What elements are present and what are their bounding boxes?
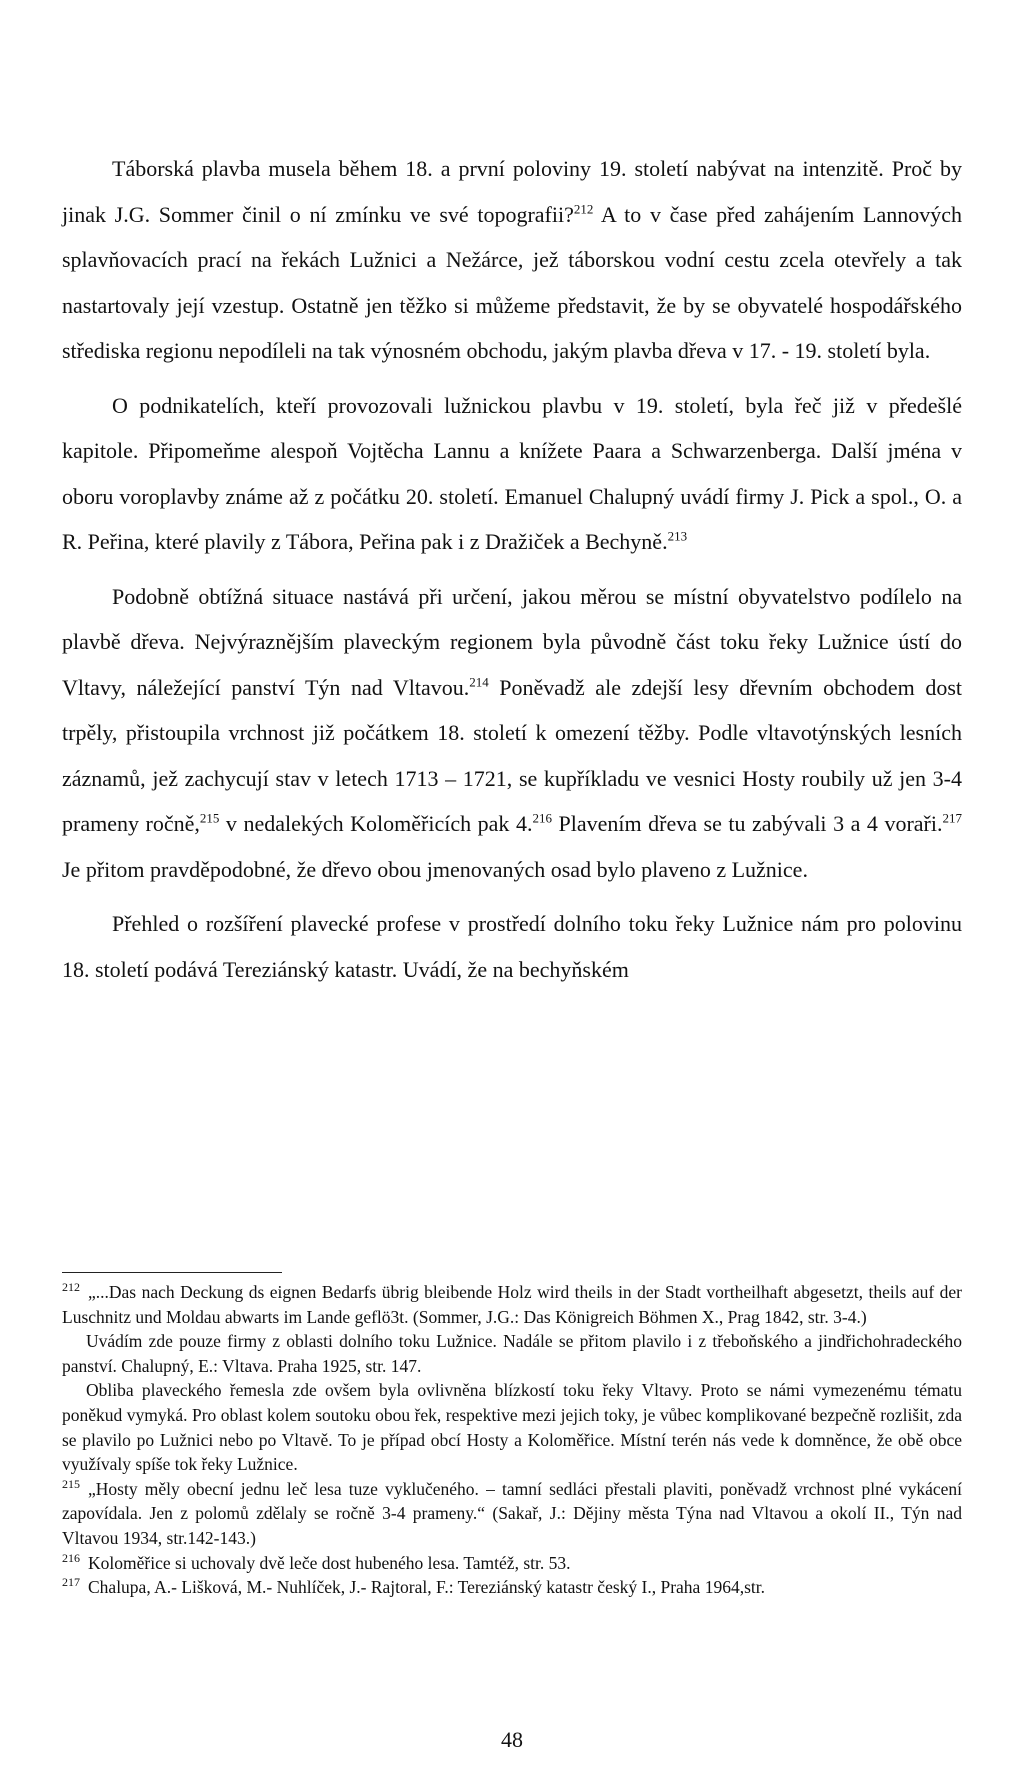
paragraph-2 xyxy=(62,383,962,565)
footnote-ref-216[interactable]: 216 xyxy=(532,810,552,826)
footnote-212 xyxy=(62,1280,962,1329)
footnote-215 xyxy=(62,1477,962,1551)
footnote-ref-217[interactable]: 217 xyxy=(942,810,962,826)
footnote-text: Koloměřice si uchovaly dvě leče dost hubeného lesa. Tamtéž, str. 53. xyxy=(88,1552,571,1573)
footnote-text: „...Das nach Deckung ds eignen Bedarfs übrig bleibende Holz wird theils in der Stadt vortheilhaft abgesetzt, theils auf der Luschnitz und Moldau abwarts im Lande geflö3t. (Sommer, J.G.: Das Königreich Böhmen X., Prag 1842, str. 3-4.) xyxy=(62,1282,962,1327)
footnote-ref-214[interactable]: 214 xyxy=(469,674,489,690)
footnote-text: Chalupa, A.- Lišková, M.- Nuhlíček, J.- Rajtoral, F.: Tereziánský katastr český I., Praha 1964,str. xyxy=(88,1577,765,1598)
paragraph-1 xyxy=(62,146,962,374)
footnote-number: 212 xyxy=(62,1280,80,1295)
footnote-ref-212[interactable]: 212 xyxy=(573,201,594,217)
footnote-number: 216 xyxy=(62,1550,80,1565)
footnote-ref-215[interactable]: 215 xyxy=(199,810,220,826)
page-number: 48 xyxy=(501,1727,523,1752)
footnote-214 xyxy=(62,1378,962,1476)
footnote-text: Obliba plaveckého řemesla zde ovšem byla ovlivněna blízkostí toku řeky Vltavy. Proto se námi vymezenému tématu poněkud vymyká. Pro oblast kolem soutoku obou řek, respektive mezi jejich toky, je vůbec komplikované bezpečně rozlišit, zda se plavilo po Lužnici nebo po Vltavě. To je případ obcí Hosty a Koloměřice. Místní terén nás vede k domněnce, že obě obce využívaly spíše tok řeky Lužnice. xyxy=(62,1380,962,1475)
footnotes xyxy=(62,1260,962,1600)
footnote-text: „Hosty měly obecní jednu leč lesa tuze vyklučeného. – tamní sedláci přestali plaviti, poněvadž vrchnost plné vykácení zapovídala. Jen z polomů zdělaly se ročně 3-4 prameny.“ (Sakař, J.: Dějiny města Týna nad Vltavou a okolí II., Týn nad Vltavou 1934, str.142-143.) xyxy=(62,1478,962,1548)
paragraph-text: Přehled o rozšíření plavecké profese v prostředí dolního toku řeky Lužnice nám pro polovinu 18. století podává Tereziánský katastr. Uvádí, že na bechyňském xyxy=(62,911,962,982)
footnote-213 xyxy=(62,1329,962,1378)
footnote-number: 217 xyxy=(62,1575,80,1590)
paragraph-4 xyxy=(62,901,962,992)
paragraph-text: Podobně obtížná situace nastává při určení, jakou měrou se místní obyvatelstvo podílelo na plavbě dřeva. Nejvýraznějším plaveckým regionem byla původně část toku řeky Lužnice ústí do Vltavy, náležející panství Týn nad Vltavou. xyxy=(62,583,962,700)
paragraph-text: Poněvadž ale zdejší lesy dřevním obchodem dost trpěly, přistoupila vrchnost již počátkem 18. století k omezení těžby. Podle vltavotýnských lesních záznamů, jež zachycují stav v letech 1713 – 1721, se kupříkladu ve vesnici Hosty roubily už jen 3-4 prameny ročně, xyxy=(62,674,962,836)
paragraph-text: v nedalekých Koloměřicích pak 4. xyxy=(219,811,533,836)
footnote-text: Uvádím zde pouze firmy z oblasti dolního toku Lužnice. Nadále se přitom plavilo i z třeboňského a jindřichohradeckého panství. Chalupný, E.: Vltava. Praha 1925, str. 147. xyxy=(62,1331,962,1376)
paragraph-text: Plavením dřeva se tu zabývali 3 a 4 voraři. xyxy=(551,811,943,836)
main-text xyxy=(62,146,962,992)
paragraph-text: O podnikatelích, kteří provozovali lužnickou plavbu v 19. století, byla řeč již v předešlé kapitole. Připomeňme alespoň Vojtěcha Lannu a knížete Paara a Schwarzenberga. Další jména v oboru voroplavby známe až z počátku 20. století. Emanuel Chalupný uvádí firmy J. Pick a spol., O. a R. Peřina, které plavily z Tábora, Peřina pak i z Dražiček a Bechyně. xyxy=(62,392,962,554)
paragraph-3 xyxy=(62,574,962,893)
footnote-216 xyxy=(62,1551,962,1576)
paragraph-text: Táborská plavba musela během 18. a první poloviny 19. století nabývat na intenzitě. Proč by jinak J.G. Sommer činil o ní zmínku ve své topografii? xyxy=(62,156,962,227)
paragraph-text: A to v čase před zahájením Lannových splavňovacích prací na řekách Lužnici a Nežárce, jež táborskou vodní cestu zcela otevřely a tak nastartovaly její vzestup. Ostatně jen těžko si můžeme představit, že by se obyvatelé hospodářského střediska regionu nepodíleli na tak výnosném obchodu, jakým plavba dřeva v 17. - 19. století byla. xyxy=(62,201,962,363)
footnote-217 xyxy=(62,1575,962,1600)
paragraph-text: Je přitom pravděpodobné, že dřevo obou jmenovaných osad bylo plaveno z Lužnice. xyxy=(62,856,808,882)
footnote-ref-213[interactable]: 213 xyxy=(667,528,688,544)
footnote-number: 215 xyxy=(62,1476,80,1491)
